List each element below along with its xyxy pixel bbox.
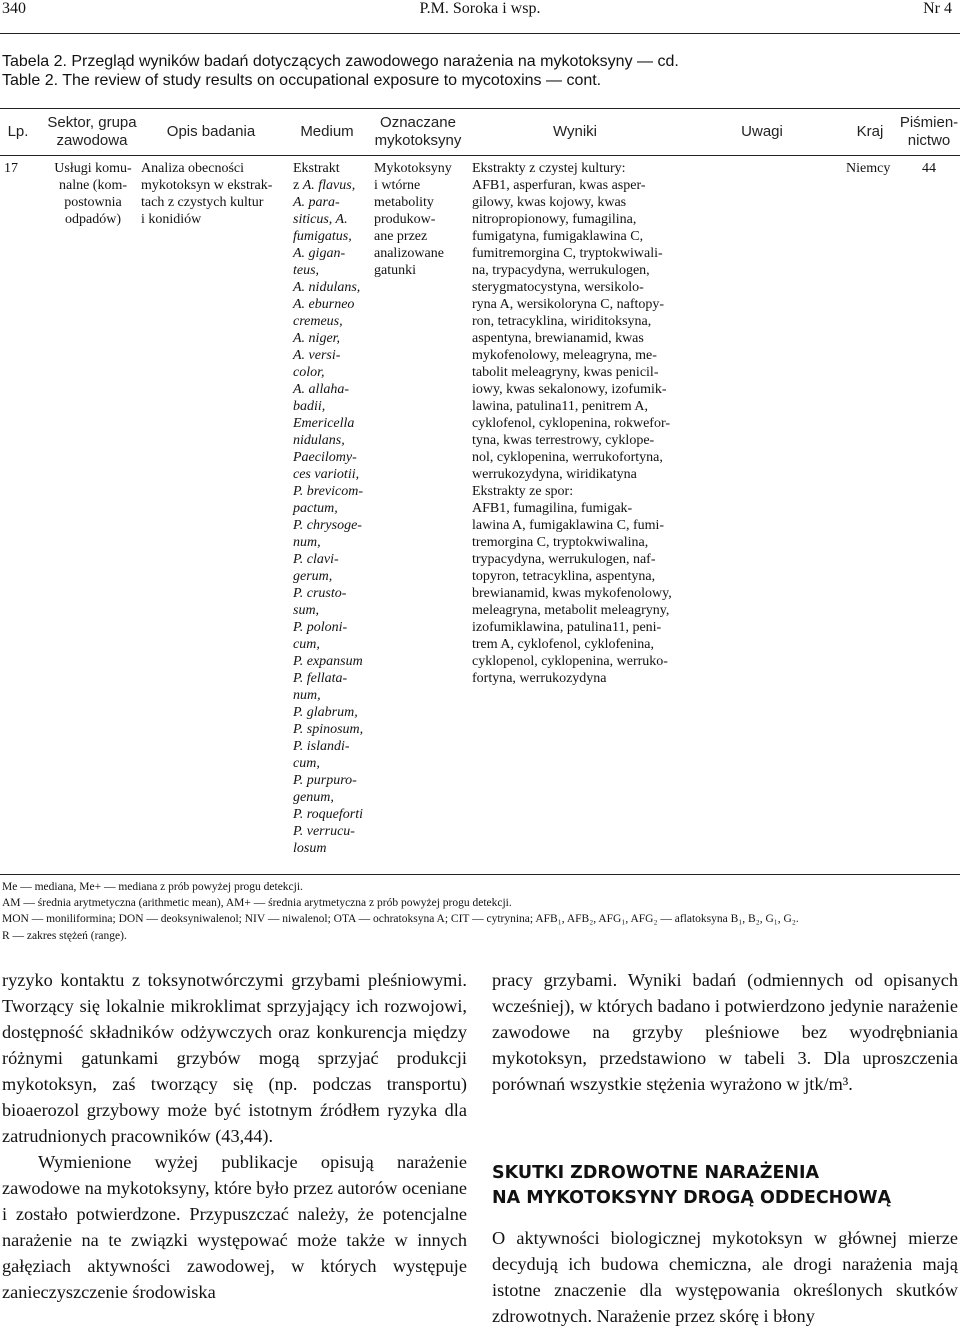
header-description: Opis badania (166, 123, 256, 140)
table-caption-en: Table 2. The review of study results on occupational exposure to mycotoxins — cont. (2, 72, 602, 89)
page-number: 340 (2, 0, 26, 17)
table-bottom-rule (0, 874, 960, 875)
footnote-median: Me — mediana, Me+ — mediana z prób powyżej progu detekcji. (2, 881, 303, 893)
header-notes: Uwagi (741, 123, 783, 140)
cell-mycotoxins: Mykotoksyny i wtórne metabolity produkow- ane przez analizowane gatunki (374, 161, 452, 278)
body-left-column (2, 967, 467, 1305)
running-header-authors: P.M. Soroka i wsp. (419, 0, 541, 17)
header-rule (0, 33, 960, 34)
cell-medium (293, 160, 363, 857)
cell-literature: 44 (922, 161, 936, 176)
body-right-paragraph-1: pracy grzybami. Wyniki badań (odmiennych od opisanych wcześniej), w których badano i potwierdzono jedynie narażenie zawodowe na grzyby pleśniowe bez wyodrębniania mykotoksyn, przedstawiono w tabeli 3. Dla uproszczenia porównań wszystkie stężenia wyrażono w jtk/m³. (492, 970, 958, 1094)
header-sector: Sektor, grupa zawodowa (47, 114, 137, 149)
cell-description: Analiza obecności mykotoksyn w ekstrak- tach z czystych kultur i konidiów (141, 161, 273, 227)
header-results: Wyniki (552, 123, 598, 140)
header-country: Kraj (856, 123, 884, 140)
table-header-rule (0, 155, 960, 156)
cell-results: Ekstrakty z czystej kultury: AFB1, asperfuran, kwas asper- gilowy, kwas kojowy, kwas nitropropionowy, fumagilina, fumigatyna, fumigaklawina C, fumitremorgina C, tryptokwiwali- na, trypacydyna, werrukulogen, sterygmatocystyna, wersikolo- ryna A, wersikoloryna C, naftopy- ron, tetracyklina, wiriditoksyna, aspentyna, brewianamid, kwas mykofenolowy, meleagryna, me- tabolit meleagryny, kwas penicil- iowy, kwas sekalonowy, izofumik- lawina, patulina11, penitrem A, cyklofenol, cyklopenina, rokwefor- tyna, kwas terrestrowy, cyklope- nol, cyklopenina, werrukofortyna, werrukozydyna, wiridikatyna Ekstrakty ze spor: AFB1, fumagilina, fumigak- lawina A, fumigaklawina C, fumi- tremorgina C, tryptokwiwalina, trypacydyna, werrukulogen, naf- topyron, tetracyklina, aspentyna, brewianamid, kwas mykofenolowy, meleagryna, metabolit meleagryny, izofumiklawina, patulina11, peni- trem A, cyklofenol, cyklofenina, cyklopenol, cyklopenina, werruko- fortyna, werrukozydyna (472, 161, 672, 686)
footnote-abbreviations: MON — moniliformina; DON — deoksyniwalenol; NIV — niwalenol; OTA — ochratoksyna A; CIT — cytrynina; AFB₁, AFB₂, AFG₁, AFG₂ — aflatoksyna B₁, B₂, G₁, G₂. (2, 913, 799, 925)
body-left-paragraph-1: ryzyko kontaktu z toksynotwórczymi grzybami pleśniowymi. Tworzący się lokalnie mikroklimat sprzyjający ich rozwojowi, dostępność składników odżywczych oraz konkurencja między różnymi gatunkami grzybów mogą sprzyjać produkcji mykotoksyn, zaś tworzący się (np. podczas transportu) bioaerozol grzybowy może być istotnym źródłem ryzyka dla zatrudnionych pracowników (43,44). (2, 970, 467, 1146)
header-literature: Piśmien- nictwo (899, 114, 959, 149)
cell-medium-plain: Ekstrakt z (293, 161, 340, 193)
cell-sector: Usługi komu- nalne (kom- postownia odpadów) (54, 161, 132, 227)
header-lp: Lp. (7, 123, 29, 140)
table-caption-pl: Tabela 2. Przegląd wyników badań dotyczących zawodowego narażenia na mykotoksyny — cd. (2, 53, 679, 70)
section-heading-line-1: SKUTKI ZDROWOTNE NARAŻENIA (492, 1163, 820, 1183)
cell-lp: 17 (4, 161, 18, 176)
cell-country: Niemcy (846, 161, 891, 176)
body-right-column (492, 967, 958, 1097)
footnote-range: R — zakres stężeń (range). (2, 930, 127, 942)
body-left-paragraph-2: Wymienione wyżej publikacje opisują narażenie zawodowe na mykotoksyny, które było przez autorów oceniane i zostało potwierdzone. Przypuszczać należy, że potencjalne narażenie na te związki występować może także w innych gałęziach aktywności zawodowej, w których występuje zanieczyszczenie środowiska (2, 1152, 467, 1302)
body-right-paragraph-2: O aktywności biologicznej mykotoksyn w głównej mierze decydują ich budowa chemiczna, ale drogi narażenia mają istotne znaczenie dla występowania określonych skutków zdrowotnych. Narażenie przez skórę i błony (492, 1228, 958, 1326)
section-heading-line-2: NA MYKOTOKSYNY DROGĄ ODDECHOWĄ (492, 1188, 892, 1208)
footnote-mean: AM — średnia arytmetyczna (arithmetic mean), AM+ — średnia arytmetyczna z prób powyżej progu detekcji. (2, 897, 512, 909)
issue-number: Nr 4 (923, 0, 952, 17)
cell-medium-species: A. flavus, A. para- siticus, A. fumigatus, A. gigan- teus, A. nidulans, A. eburneo cremeus, A. niger, A. versi- color, A. allaha- badii, Emericella nidulans, Paecilomy- ces variotii, P. brevicom- pactum, P. chrysoge- num, P. clavi- gerum, P. crusto- sum, P. poloni- cum, P. expansum P. fellata- num, P. glabrum, P. spinosum, P. islandi- cum, P. purpuro- genum, P. roqueforti P. verrucu- losum (293, 178, 364, 856)
header-medium: Medium (300, 123, 354, 140)
header-mycotoxins: Oznaczane mykotoksyny (374, 114, 462, 149)
table-top-rule (0, 108, 960, 109)
body-right-column-continued (492, 1225, 958, 1329)
